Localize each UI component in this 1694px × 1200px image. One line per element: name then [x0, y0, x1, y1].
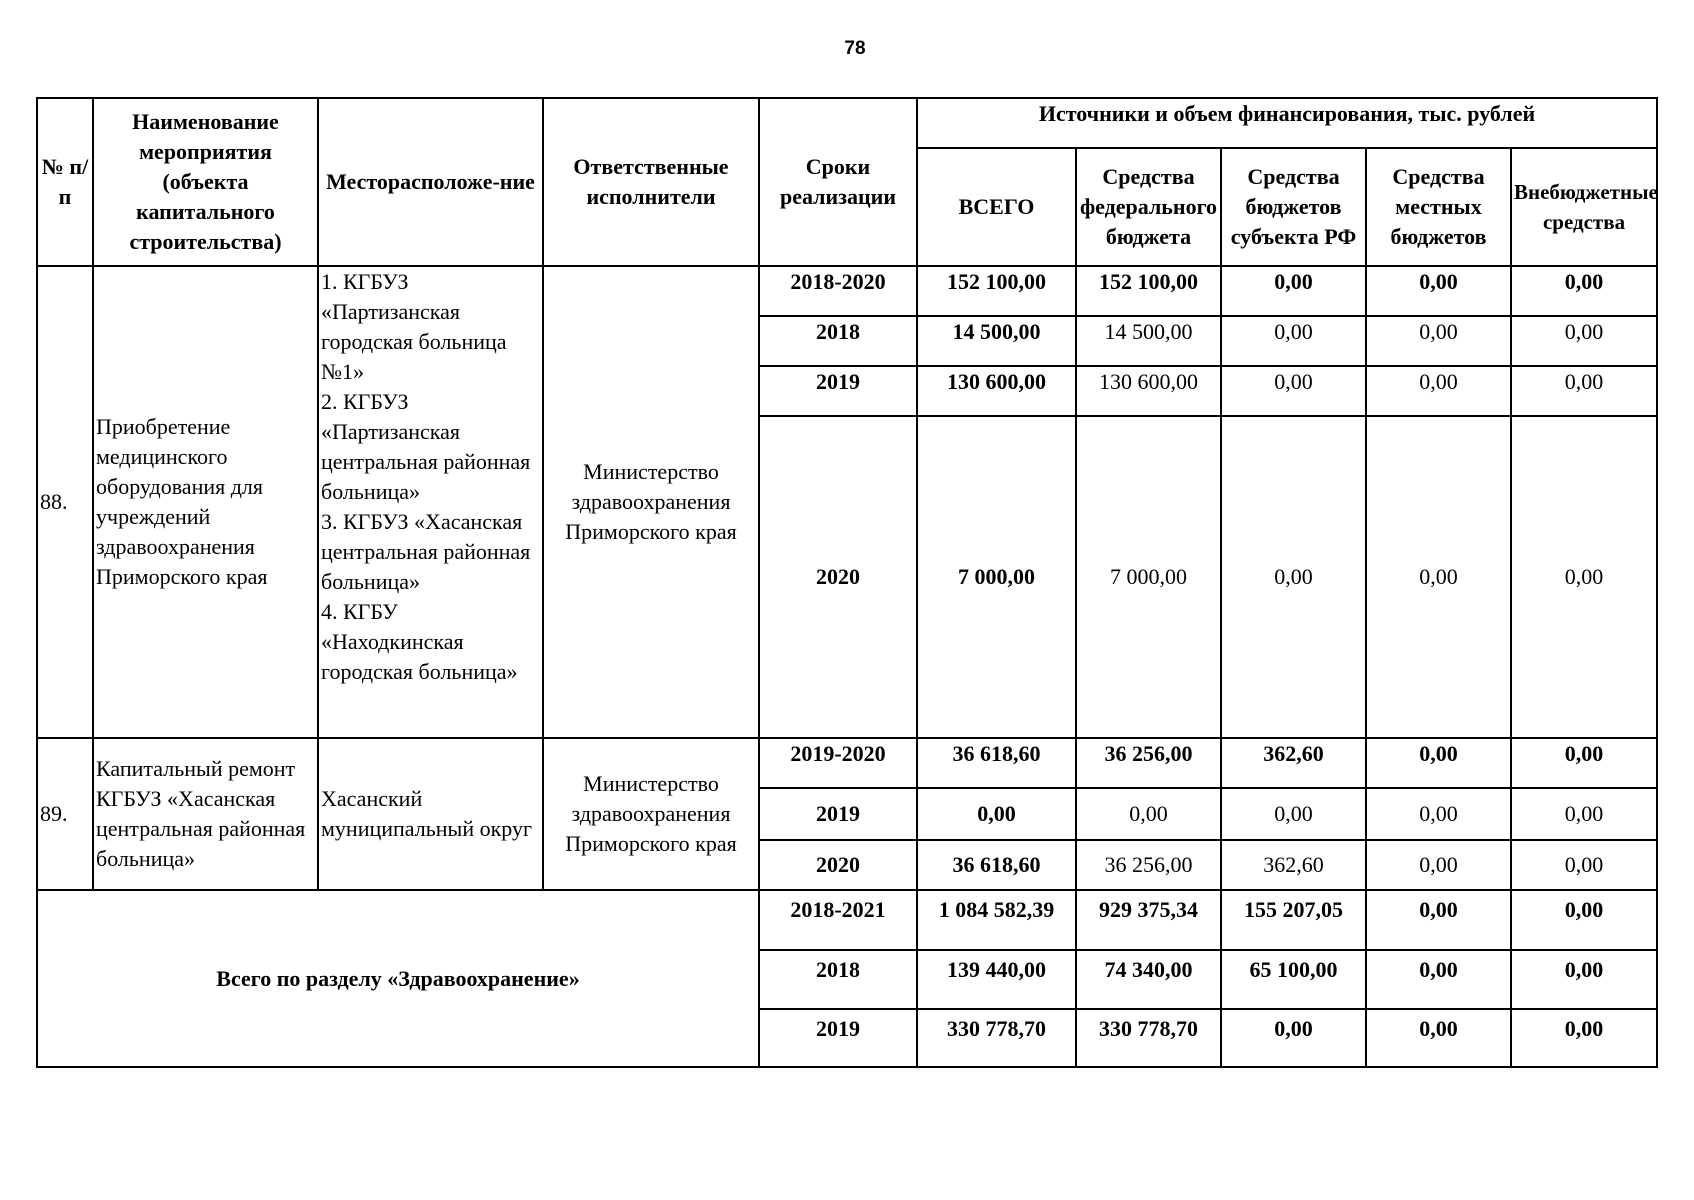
- header-total: ВСЕГО: [917, 148, 1076, 266]
- local-cell: 0,00: [1366, 890, 1511, 950]
- federal-cell: 14 500,00: [1076, 316, 1221, 366]
- item88-name: Приобретение медицинского оборудования для учреждений здравоохранения Приморского края: [93, 266, 318, 738]
- item89-num: 89.: [37, 738, 93, 890]
- subject-cell: 0,00: [1221, 788, 1366, 840]
- extra-cell: 0,00: [1511, 738, 1657, 788]
- item88-location: [318, 266, 543, 738]
- total-cell: 36 618,60: [917, 738, 1076, 788]
- subject-cell: 0,00: [1221, 266, 1366, 316]
- local-cell: 0,00: [1366, 266, 1511, 316]
- table-row: [37, 738, 1657, 788]
- item88-location-3: 3. КГБУЗ «Хасанская центральная районная больница»: [321, 509, 531, 594]
- item88-location-4: 4. КГБУ «Находкинская городская больница»: [321, 599, 518, 684]
- period-cell: 2018: [759, 950, 917, 1009]
- total-cell: 0,00: [917, 788, 1076, 840]
- header-subject: Средства бюджетов субъекта РФ: [1221, 148, 1366, 266]
- period-cell: 2018-2020: [759, 266, 917, 316]
- period-cell: 2019: [759, 788, 917, 840]
- federal-cell: 0,00: [1076, 788, 1221, 840]
- period-cell: 2018-2021: [759, 890, 917, 950]
- local-cell: 0,00: [1366, 416, 1511, 738]
- subject-cell: 362,60: [1221, 840, 1366, 890]
- extra-cell: 0,00: [1511, 1009, 1657, 1067]
- total-cell: 130 600,00: [917, 366, 1076, 416]
- table-row: [37, 266, 1657, 316]
- total-cell: 330 778,70: [917, 1009, 1076, 1067]
- subject-cell: 155 207,05: [1221, 890, 1366, 950]
- extra-cell: 0,00: [1511, 416, 1657, 738]
- period-cell: 2018: [759, 316, 917, 366]
- header-period: Сроки реализации: [759, 98, 917, 266]
- funding-table: [36, 97, 1658, 1068]
- extra-cell: 0,00: [1511, 840, 1657, 890]
- header-location: Месторасположе-ние: [318, 98, 543, 266]
- header-name: Наименование мероприятия (объекта капитального строительства): [93, 98, 318, 266]
- item89-name: Капитальный ремонт КГБУЗ «Хасанская центральная районная больница»: [93, 738, 318, 890]
- period-cell: 2019: [759, 366, 917, 416]
- total-cell: 152 100,00: [917, 266, 1076, 316]
- subject-cell: 0,00: [1221, 416, 1366, 738]
- subject-cell: 0,00: [1221, 1009, 1366, 1067]
- item88-location-2: 2. КГБУЗ «Партизанская центральная районная больница»: [321, 389, 531, 504]
- local-cell: 0,00: [1366, 1009, 1511, 1067]
- total-cell: 139 440,00: [917, 950, 1076, 1009]
- local-cell: 0,00: [1366, 950, 1511, 1009]
- federal-cell: 74 340,00: [1076, 950, 1221, 1009]
- total-cell: 1 084 582,39: [917, 890, 1076, 950]
- item89-location: Хасанский муниципальный округ: [318, 738, 543, 890]
- item88-responsible: Министерство здравоохранения Приморского края: [543, 266, 759, 738]
- period-cell: 2020: [759, 840, 917, 890]
- total-cell: 14 500,00: [917, 316, 1076, 366]
- local-cell: 0,00: [1366, 316, 1511, 366]
- page-number: 78: [844, 38, 866, 59]
- header-federal: Средства федерального бюджета: [1076, 148, 1221, 266]
- header-extra: Внебюджетные средства: [1511, 148, 1657, 266]
- item88-num: 88.: [37, 266, 93, 738]
- header-num: № п/п: [37, 98, 93, 266]
- local-cell: 0,00: [1366, 366, 1511, 416]
- local-cell: 0,00: [1366, 738, 1511, 788]
- table-row: [37, 890, 1657, 950]
- summary-label: Всего по разделу «Здравоохранение»: [37, 890, 759, 1067]
- local-cell: 0,00: [1366, 788, 1511, 840]
- header-local: Средства местных бюджетов: [1366, 148, 1511, 266]
- local-cell: 0,00: [1366, 840, 1511, 890]
- extra-cell: 0,00: [1511, 788, 1657, 840]
- federal-cell: 152 100,00: [1076, 266, 1221, 316]
- item89-responsible: Министерство здравоохранения Приморского края: [543, 738, 759, 890]
- header-funding-group: Источники и объем финансирования, тыс. рублей: [917, 98, 1657, 148]
- subject-cell: 65 100,00: [1221, 950, 1366, 1009]
- extra-cell: 0,00: [1511, 890, 1657, 950]
- subject-cell: 362,60: [1221, 738, 1366, 788]
- period-cell: 2019: [759, 1009, 917, 1067]
- federal-cell: 330 778,70: [1076, 1009, 1221, 1067]
- federal-cell: 36 256,00: [1076, 738, 1221, 788]
- federal-cell: 929 375,34: [1076, 890, 1221, 950]
- extra-cell: 0,00: [1511, 366, 1657, 416]
- federal-cell: 130 600,00: [1076, 366, 1221, 416]
- total-cell: 7 000,00: [917, 416, 1076, 738]
- federal-cell: 7 000,00: [1076, 416, 1221, 738]
- extra-cell: 0,00: [1511, 316, 1657, 366]
- total-cell: 36 618,60: [917, 840, 1076, 890]
- subject-cell: 0,00: [1221, 316, 1366, 366]
- extra-cell: 0,00: [1511, 950, 1657, 1009]
- period-cell: 2020: [759, 416, 917, 738]
- subject-cell: 0,00: [1221, 366, 1366, 416]
- item88-location-1: 1. КГБУЗ «Партизанская городская больница №1»: [321, 269, 507, 384]
- period-cell: 2019-2020: [759, 738, 917, 788]
- header-responsible: Ответственные исполнители: [543, 98, 759, 266]
- extra-cell: 0,00: [1511, 266, 1657, 316]
- federal-cell: 36 256,00: [1076, 840, 1221, 890]
- header-row-1: [37, 98, 1657, 148]
